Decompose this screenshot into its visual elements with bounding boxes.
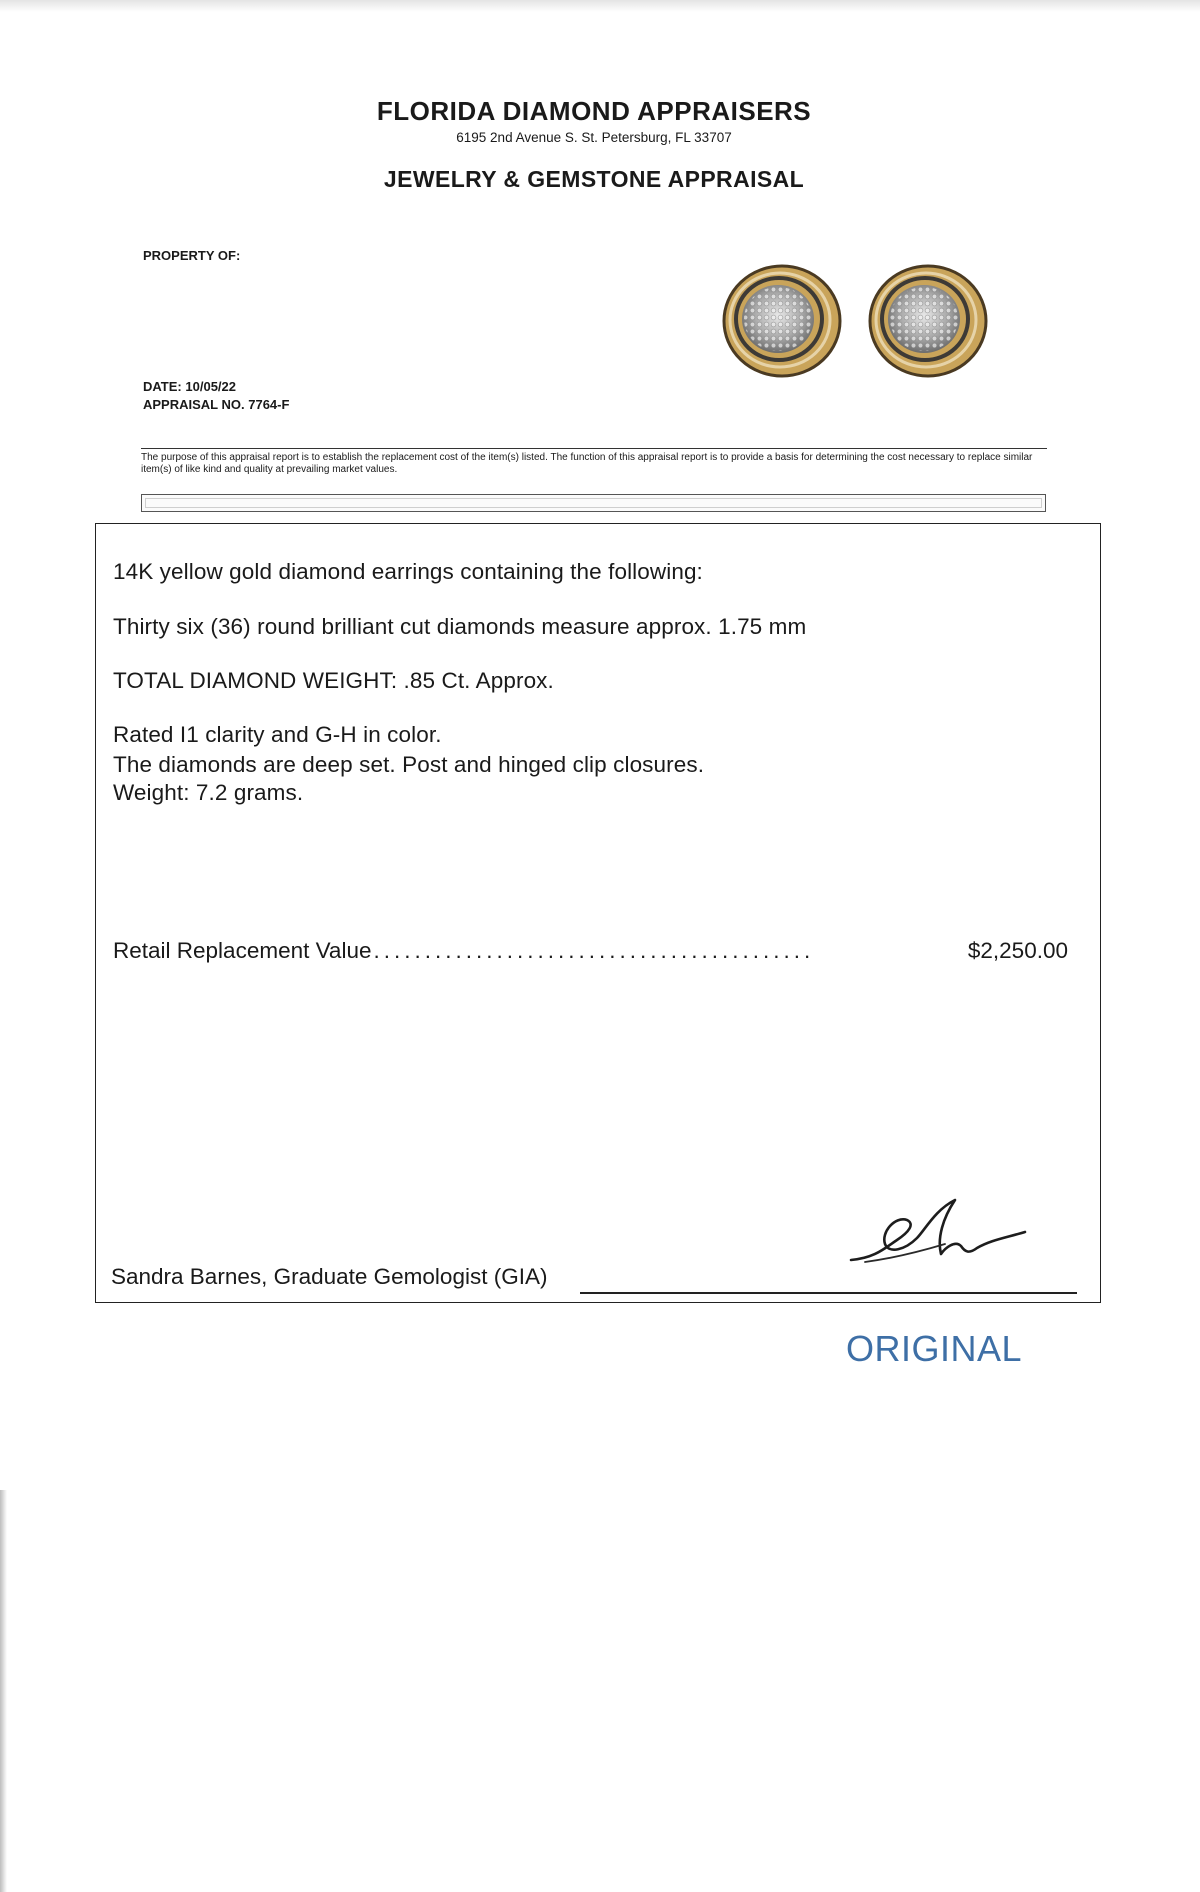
replacement-value-label: Retail Replacement Value — [113, 938, 372, 963]
document-title: JEWELRY & GEMSTONE APPRAISAL — [383, 166, 805, 192]
date-line — [143, 379, 236, 394]
clarity-color: Rated I1 clarity and G-H in color. — [113, 722, 442, 747]
appraiser-name: Sandra Barnes, Graduate Gemologist (GIA) — [111, 1264, 548, 1289]
date-label: DATE: — [143, 379, 182, 394]
signature-image — [845, 1188, 1035, 1278]
company-address: 6195 2nd Avenue S. St. Petersburg, FL 33707 — [456, 130, 732, 145]
setting-details: The diamonds are deep set. Post and hinged clip closures. — [113, 752, 705, 777]
replacement-value-line — [113, 938, 1068, 964]
signature-line — [580, 1292, 1077, 1294]
scan-top-edge — [0, 0, 1200, 12]
description-box — [95, 523, 1101, 1303]
right-earring — [870, 266, 986, 376]
dot-leader: ........................................... — [373, 938, 815, 963]
appraisal-number-value: 7764-F — [248, 397, 290, 412]
purpose-rule — [141, 448, 1047, 449]
scan-left-shadow — [0, 1490, 7, 1892]
left-earring — [724, 266, 840, 376]
appraisal-number-line — [143, 397, 289, 412]
date-value: 10/05/22 — [185, 379, 236, 394]
diamond-count: Thirty six (36) round brilliant cut diamonds measure approx. 1.75 mm — [113, 614, 807, 639]
total-diamond-weight: TOTAL DIAMOND WEIGHT: .85 Ct. Approx. — [113, 668, 554, 693]
replacement-value-amount: $2,250.00 — [967, 938, 1068, 963]
earrings-photo — [700, 258, 1010, 403]
item-weight: Weight: 7.2 grams. — [113, 780, 304, 805]
property-of-label: PROPERTY OF: — [143, 248, 241, 263]
header-bar — [141, 494, 1046, 512]
company-name: FLORIDA DIAMOND APPRAISERS — [376, 96, 812, 126]
original-stamp: ORIGINAL — [846, 1328, 1023, 1369]
purpose-statement: The purpose of this appraisal report is to establish the replacement cost of the item(s) listed. The function of this appraisal report is to provide a basis for determining the cost necessary to replace similar item(s) of like kind and quality at prevailing market values. — [141, 452, 1033, 475]
appraisal-number-label: APPRAISAL NO. — [143, 397, 245, 412]
item-description: 14K yellow gold diamond earrings containing the following: — [113, 559, 703, 584]
